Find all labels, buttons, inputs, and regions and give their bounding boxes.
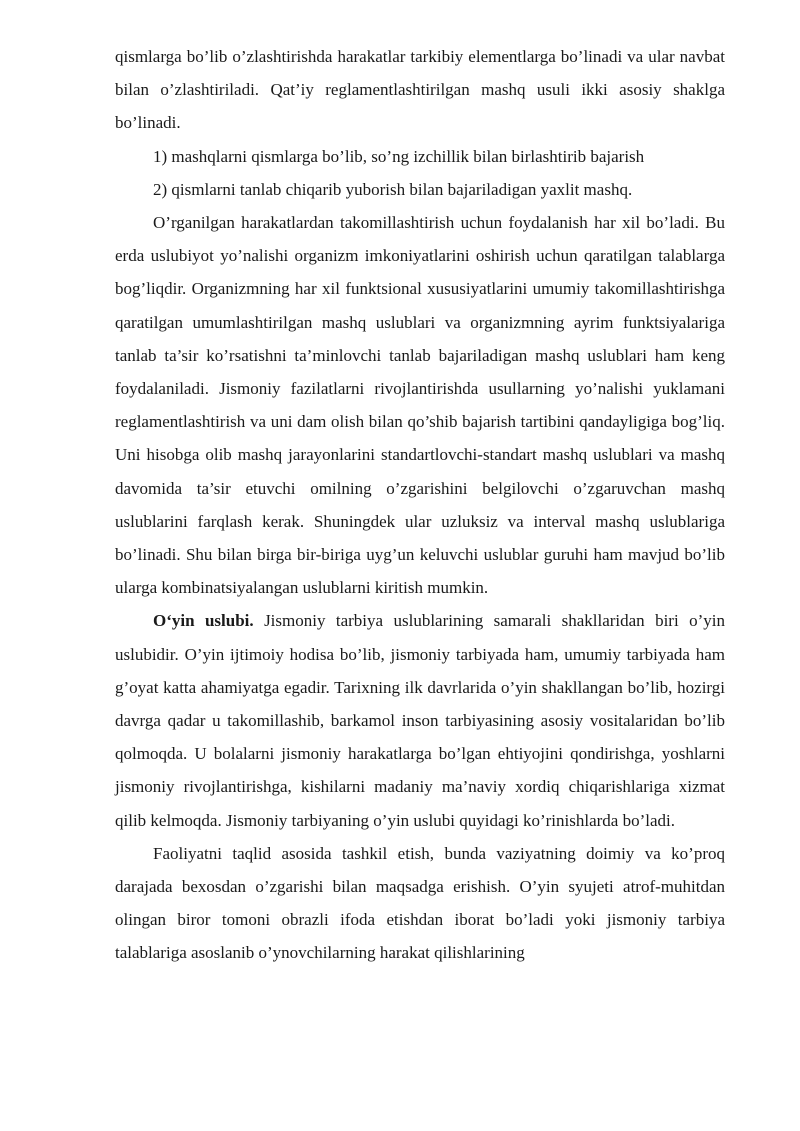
paragraph-activity: Faoliyatni taqlid asosida tashkil etish, bunda vaziyatning doimiy va ko’proq darajada bexosdan o’zgarishi bilan maqsadga erishish. O’yin syujeti atrof-muhitdan olingan biror tomoni obrazli ifoda etishdan iborat bo’ladi yoki jismoniy tarbiya talablariga asoslanib o’ynovchilarning harakat qilishlarining [115, 843, 725, 963]
list-item-1: 1) mashqlarni qismlarga bo’lib, so’ng izchillik bilan birlashtirib bajarish [153, 146, 645, 166]
document-page [115, 40, 725, 970]
list-item-2: 2) qismlarni tanlab chiqarib yuborish bilan bajariladigan yaxlit mashq. [153, 179, 633, 199]
paragraph-game-method-body: Jismoniy tarbiya uslublarining samarali shakllaridan biri o’yin uslubidir. O’yin ijtimoiy hodisa bo’lib, jismoniy tarbiyada ham, umumiy tarbiyada ham g’oyat katta ahamiyatga egadir. Tarixning ilk davrlarida o’yin shakllangan bo’lib, hozirgi davrga qadar u takomillashib, barkamol inson tarbiyasining asosiy vositalaridan bo’lib qolmoqda. U bolalarni jismoniy harakatlarga bo’lgan ehtiyojini qondirishga, yoshlarni jismoniy rivojlantirishga, kishilarni madaniy ma’naviy xordiq chiqarishlariga xizmat qilib kelmoqda. Jismoniy tarbiyaning o’yin uslubi quyidagi ko’rinishlarda bo’ladi. [115, 611, 725, 830]
paragraph-intro: qismlarga bo’lib o’zlashtirishda harakatlar tarkibiy elementlarga bo’linadi va ular navbat bilan o’zlashtiriladi. Qat’iy reglamentlashtirilgan mashq usuli ikki asosiy shaklga bo’linadi. [115, 47, 725, 133]
section-heading: O‘yin uslubi. [153, 611, 254, 631]
paragraph-game-method [115, 604, 725, 836]
paragraph-methods: O’rganilgan harakatlardan takomillashtirish uchun foydalanish har xil bo’ladi. Bu erda uslubiyot yo’nalishi organizm imkoniyatlarini oshirish uchun qaratilgan talablarga bog’liqdir. Organizmning har xil funktsional xususiyatlarini umumiy takomillashtirishga qaratilgan umumlashtirilgan mashq uslublari va organizmning ayrim funktsiyalariga tanlab ta’sir ko’rsatishni ta’minlovchi tanlab bajariladigan mashq uslublari ham keng foydalaniladi. Jismoniy fazilatlarni rivojlantirishda usullarning yo’nalishi yuklamani reglamentlashtirish va uni dam olish bilan qo’shib bajarish tartibini qandayligiga bog’liq. Uni hisobga olib mashq jarayonlarini standartlovchi-standart mashq uslublari va mashq davomida ta’sir etuvchi omilning o’zgarishini belgilovchi o’zgaruvchan mashq uslublarini farqlash kerak. Shuningdek ular uzluksiz va interval mashq uslublariga bo’linadi. Shu bilan birga bir-biriga uyg’un keluvchi uslublar guruhi ham mavjud bo’lib ularga kombinatsiyalangan uslublarni kiritish mumkin. [115, 213, 725, 598]
